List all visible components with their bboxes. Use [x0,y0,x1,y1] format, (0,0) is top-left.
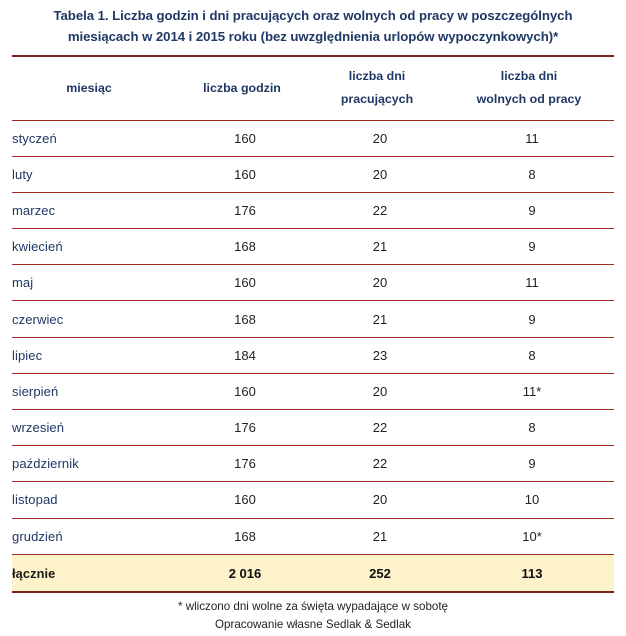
column-header-free-days [450,56,614,120]
table-row [12,482,614,518]
cell-working-days: 20 [310,373,450,409]
cell-hours: 160 [180,265,310,301]
cell-hours: 160 [180,373,310,409]
table-row [12,337,614,373]
cell-month: październik [12,446,180,482]
table-header-row [12,56,614,120]
column-header-free-days-line-1: liczba dni [500,69,558,84]
cell-working-days: 21 [310,301,450,337]
cell-month: wrzesień [12,410,180,446]
cell-free-days: 9 [450,229,614,265]
cell-working-days: 21 [310,229,450,265]
cell-working-days: 22 [310,192,450,228]
footnote-source: Opracowanie własne Sedlak & Sedlak [215,617,411,631]
cell-free-days: 9 [450,446,614,482]
cell-month: sierpień [12,373,180,409]
table-body [12,120,614,592]
column-header-month: miesiąc [12,56,180,120]
column-header-working-days-line-2: pracujących [340,92,414,107]
cell-month: styczeń [12,120,180,156]
cell-hours: 168 [180,229,310,265]
cell-working-days: 20 [310,156,450,192]
cell-free-days: 9 [450,301,614,337]
table-row [12,301,614,337]
cell-free-days: 8 [450,410,614,446]
cell-hours: 168 [180,518,310,554]
cell-month: listopad [12,482,180,518]
table-row [12,192,614,228]
page-title-line-1: Tabela 1. Liczba godzin i dni pracujących oraz wolnych od pracy w poszczególnych [53,8,573,23]
table-row [12,410,614,446]
table-row [12,229,614,265]
table-row [12,446,614,482]
cell-month: marzec [12,192,180,228]
table-row [12,120,614,156]
cell-working-days: 21 [310,518,450,554]
cell-free-days: 11 [450,265,614,301]
cell-working-days: 20 [310,265,450,301]
total-label: łącznie [12,554,180,592]
column-header-working-days [310,56,450,120]
cell-hours: 160 [180,120,310,156]
page-title-line-2: miesiącach w 2014 i 2015 roku (bez uwzględnienia urlopów wypoczynkowych)* [67,29,559,44]
column-header-free-days-line-2: wolnych od pracy [476,92,582,107]
working-time-table-container [12,55,614,593]
column-header-working-days-line-1: liczba dni [348,69,406,84]
cell-month: luty [12,156,180,192]
cell-free-days: 10 [450,482,614,518]
column-header-hours: liczba godzin [180,56,310,120]
table-row [12,265,614,301]
cell-working-days: 20 [310,120,450,156]
footnotes [0,598,626,633]
total-working-days: 252 [310,554,450,592]
cell-hours: 160 [180,156,310,192]
cell-working-days: 22 [310,446,450,482]
cell-free-days: 10* [450,518,614,554]
cell-hours: 168 [180,301,310,337]
total-free-days: 113 [450,554,614,592]
total-hours: 2 016 [180,554,310,592]
table-row [12,156,614,192]
cell-free-days: 8 [450,337,614,373]
cell-working-days: 20 [310,482,450,518]
cell-hours: 176 [180,192,310,228]
table-header [12,56,614,120]
table-row [12,373,614,409]
cell-hours: 176 [180,410,310,446]
cell-working-days: 23 [310,337,450,373]
cell-hours: 184 [180,337,310,373]
footnote-asterisk: * wliczono dni wolne za święta wypadające w sobotę [177,600,449,614]
table-row [12,518,614,554]
cell-month: lipiec [12,337,180,373]
cell-free-days: 9 [450,192,614,228]
cell-free-days: 11 [450,120,614,156]
page-title [0,0,626,47]
cell-free-days: 8 [450,156,614,192]
cell-free-days: 11* [450,373,614,409]
cell-hours: 160 [180,482,310,518]
cell-month: kwiecień [12,229,180,265]
cell-month: grudzień [12,518,180,554]
table-total-row [12,554,614,592]
cell-hours: 176 [180,446,310,482]
working-time-table [12,55,614,593]
cell-working-days: 22 [310,410,450,446]
cell-month: czerwiec [12,301,180,337]
cell-month: maj [12,265,180,301]
